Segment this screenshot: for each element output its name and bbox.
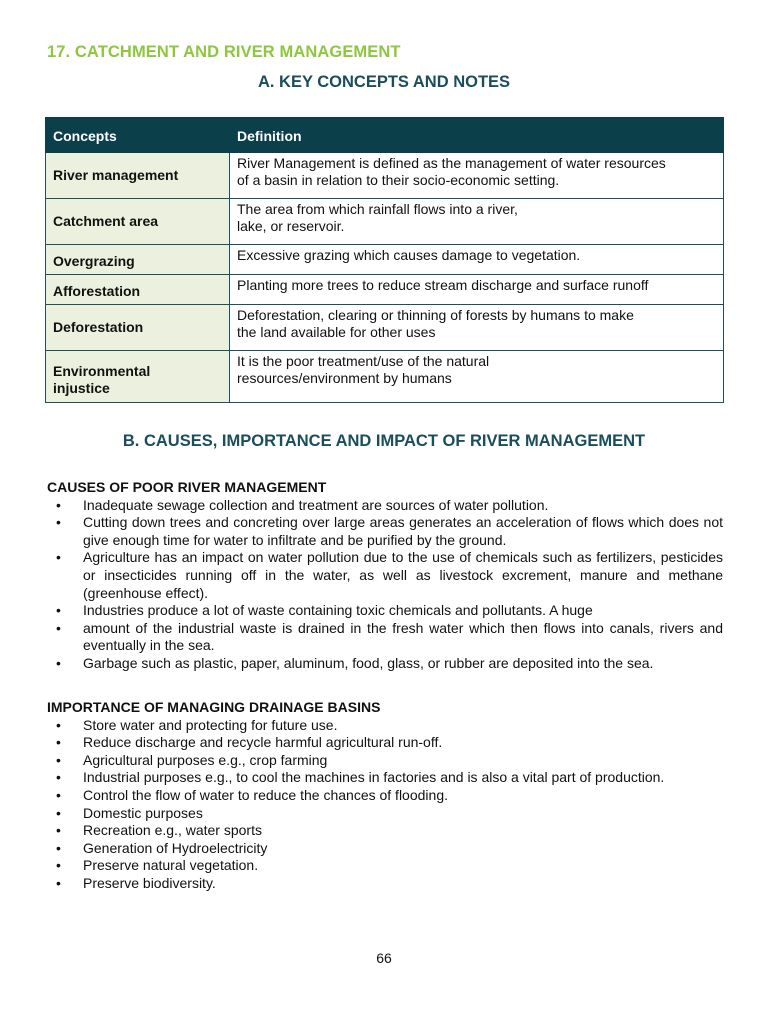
list-item-text: Agriculture has an impact on water pollution due to the use of chemicals such as fertilizers, pesticides or insecticides running off in the water, as well as livestock excrement, manure and methane (greenhouse effect). — [83, 549, 723, 601]
importance-list — [47, 717, 723, 893]
table-row — [46, 153, 724, 199]
definition-line: Planting more trees to reduce stream discharge and surface runoff — [237, 277, 649, 293]
table-row — [46, 199, 724, 245]
list-item-text: amount of the industrial waste is drained in the fresh water which then flows into canals, rivers and eventually in the sea. — [83, 619, 723, 654]
list-item — [47, 752, 723, 770]
concepts-table — [45, 117, 724, 403]
table-header-row — [46, 118, 724, 153]
list-item — [47, 875, 723, 893]
concept-term — [46, 199, 230, 245]
list-item — [47, 602, 723, 620]
bullet-icon: • — [56, 654, 61, 671]
definition-line: The area from which rainfall flows into a river, — [237, 201, 518, 217]
table-row — [46, 245, 724, 275]
list-item-text: Recreation e.g., water sports — [83, 822, 262, 839]
bullet-icon: • — [56, 786, 61, 803]
page-number: 66 — [376, 950, 392, 966]
term-line: Afforestation — [53, 283, 141, 299]
bullet-icon: • — [56, 602, 61, 619]
list-item — [47, 769, 723, 787]
section-b-title: B. CAUSES, IMPORTANCE AND IMPACT OF RIVER MANAGEMENT — [122, 432, 646, 450]
definition-line: lake, or reservoir. — [237, 218, 345, 234]
list-item-text: Inadequate sewage collection and treatment are sources of water pollution. — [83, 496, 549, 513]
causes-list — [47, 497, 723, 673]
list-item — [47, 620, 723, 655]
concept-term — [46, 275, 230, 305]
list-item-text: Control the flow of water to reduce the chances of flooding. — [83, 786, 448, 803]
definition-line: the land available for other uses — [237, 324, 436, 340]
concept-definition — [230, 305, 724, 351]
table-row — [46, 305, 724, 351]
list-item-text: Garbage such as plastic, paper, aluminum, food, glass, or rubber are deposited into the sea. — [83, 654, 654, 671]
bullet-icon: • — [56, 769, 61, 786]
list-item — [47, 514, 723, 549]
causes-heading: CAUSES OF POOR RIVER MANAGEMENT — [47, 479, 327, 495]
table-row — [46, 351, 724, 403]
list-item — [47, 717, 723, 735]
list-item — [47, 840, 723, 858]
definition-line: resources/environment by humans — [237, 370, 452, 386]
list-item-text: Cutting down trees and concreting over large areas generates an acceleration of flows which does not give enough time for water to infiltrate and be purified by the ground. — [83, 514, 723, 548]
concept-term — [46, 305, 230, 351]
definition-line: River Management is defined as the management of water resources — [237, 155, 666, 171]
list-item — [47, 549, 723, 602]
bullet-icon: • — [56, 619, 61, 636]
list-item — [47, 655, 723, 673]
list-item-text: Agricultural purposes e.g., crop farming — [83, 751, 328, 768]
chapter-title: 17. CATCHMENT AND RIVER MANAGEMENT — [47, 43, 401, 61]
bullet-icon: • — [56, 839, 61, 856]
term-line: Environmental — [53, 362, 151, 379]
list-item — [47, 822, 723, 840]
list-item — [47, 787, 723, 805]
term-line: Deforestation — [53, 319, 144, 335]
causes-section — [47, 479, 723, 673]
term-line: Overgrazing — [53, 253, 135, 269]
concept-definition — [230, 245, 724, 275]
list-item-text: Preserve natural vegetation. — [83, 857, 259, 874]
concept-definition — [230, 351, 724, 403]
section-a-title: A. KEY CONCEPTS AND NOTES — [257, 73, 511, 91]
definition-line: of a basin in relation to their socio-economic setting. — [237, 172, 560, 188]
bullet-icon: • — [56, 734, 61, 751]
definition-line: Deforestation, clearing or thinning of forests by humans to make — [237, 307, 634, 323]
bullet-icon: • — [56, 804, 61, 821]
list-item — [47, 497, 723, 515]
list-item — [47, 805, 723, 823]
term-line: injustice — [53, 379, 110, 396]
bullet-icon: • — [56, 496, 61, 513]
concept-definition — [230, 153, 724, 199]
importance-heading: IMPORTANCE OF MANAGING DRAINAGE BASINS — [47, 699, 381, 715]
importance-section — [47, 699, 723, 893]
list-item-text: Domestic purposes — [83, 804, 203, 821]
term-line: Catchment area — [53, 213, 159, 229]
concept-term — [46, 245, 230, 275]
definition-line: Excessive grazing which causes damage to vegetation. — [237, 247, 581, 263]
bullet-icon: • — [56, 549, 61, 566]
concept-definition — [230, 199, 724, 245]
bullet-icon: • — [56, 822, 61, 839]
list-item — [47, 734, 723, 752]
bullet-icon: • — [56, 514, 61, 531]
table-row — [46, 275, 724, 305]
header-definition: Definition — [230, 118, 724, 153]
header-concepts: Concepts — [46, 118, 230, 153]
concept-term — [46, 153, 230, 199]
list-item — [47, 857, 723, 875]
bullet-icon: • — [56, 716, 61, 733]
bullet-icon: • — [56, 874, 61, 891]
list-item-text: Preserve biodiversity. — [83, 874, 216, 891]
list-item-text: Industrial purposes e.g., to cool the machines in factories and is also a vital part of production. — [83, 769, 665, 786]
bullet-icon: • — [56, 751, 61, 768]
concept-term — [46, 351, 230, 403]
definition-line: It is the poor treatment/use of the natural — [237, 353, 490, 369]
list-item-text: Reduce discharge and recycle harmful agricultural run-off. — [83, 734, 443, 751]
concept-definition — [230, 275, 724, 305]
term-line: River management — [53, 167, 179, 183]
list-item-text: Store water and protecting for future use. — [83, 716, 338, 733]
list-item-text: Generation of Hydroelectricity — [83, 839, 268, 856]
list-item-text: Industries produce a lot of waste containing toxic chemicals and pollutants. A huge — [83, 602, 593, 619]
bullet-icon: • — [56, 857, 61, 874]
